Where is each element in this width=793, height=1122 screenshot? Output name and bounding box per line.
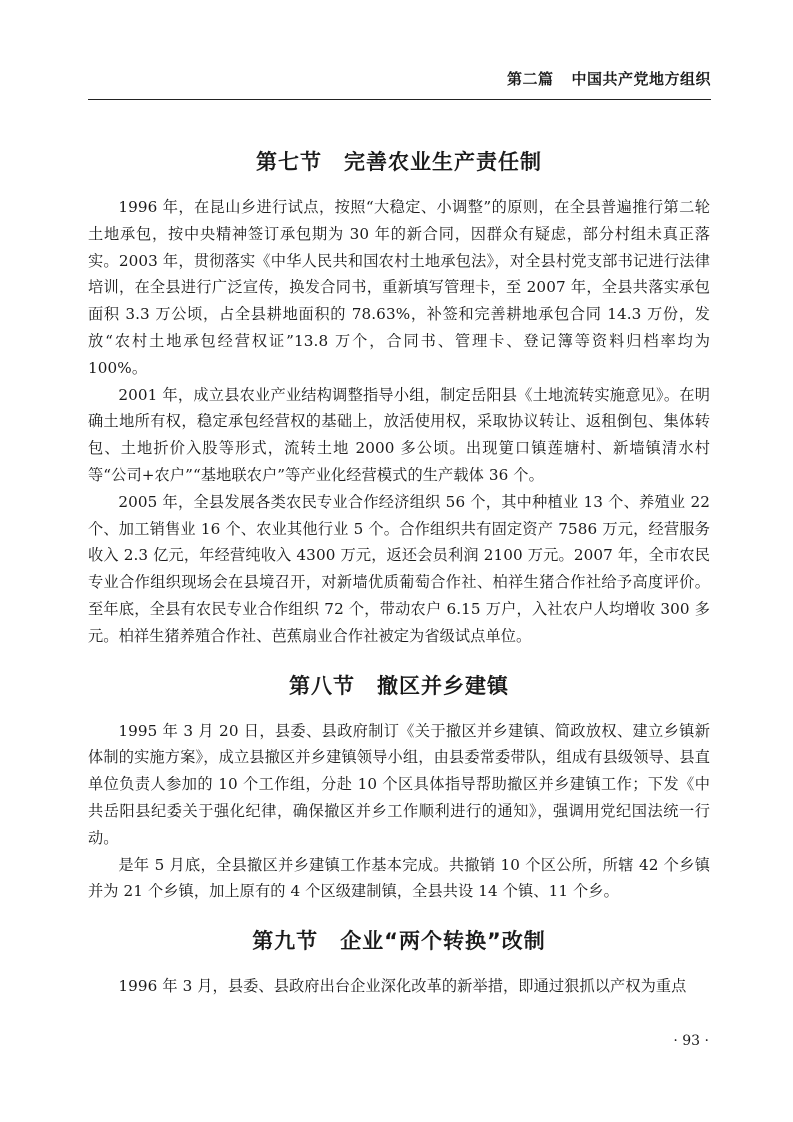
section-9-number: 第九节 xyxy=(252,929,319,954)
section-8-heading xyxy=(88,670,710,700)
running-header xyxy=(507,68,711,89)
header-rule xyxy=(88,99,711,100)
section-7-number: 第七节 xyxy=(256,150,322,174)
section-8-number: 第八节 xyxy=(289,673,355,698)
section-7-title: 完善农业生产责任制 xyxy=(344,150,542,174)
section-9-paragraph-1: 1996 年 3 月，县委、县政府出台企业深化改革的新举措，即通过狠抓以产权为重点 xyxy=(118,977,687,996)
section-7-paragraph-1: 1996 年，在昆山乡进行试点，按照“大稳定、小调整”的原则，在全县普遍推行第二轮土地承包，按中央精神签订承包期为 30 年的新合同，因群众有疑虑，部分村组未真正落实。2003 年，贯彻落实《中华人民共和国农村土地承包法》，对全县村党支部书记进行法律培训，在全县进行广泛宣传，换发合同书，重新填写管理卡，至 2007 年，全县共落实承包面积 3.3 万公顷，占全县耕地面积的 78.63%，补签和完善耕地承包合同 14.3 万份，发放“农村土地承包经营权证”13.8 万个，合同书、管理卡、登记簿等资料归档率均为 100%。 xyxy=(88,198,710,377)
section-8-paragraph-1: 1995 年 3 月 20 日，县委、县政府制订《关于撤区并乡建镇、简政放权、建立乡镇新体制的实施方案》，成立县撤区并乡建镇领导小组，由县委常委带队，组成有县级领导、县直单位负责人参加的 10 个工作组，分赴 10 个区具体指导帮助撤区并乡建镇工作；下发《中共岳阳县纪委关于强化纪律，确保撤区并乡工作顺利进行的通知》，强调用党纪国法统一行动。 xyxy=(88,721,710,847)
running-header-part: 第二篇 xyxy=(506,70,554,88)
section-7-paragraph-3: 2005 年，全县发展各类农民专业合作经济组织 56 个，其中种植业 13 个、养殖业 22 个、加工销售业 16 个、农业其他行业 5 个。合作组织共有固定资产 7586 万元，经营服务收入 2.3 亿元，年经营纯收入 4300 万元，返还会员利润 2100 万元。2007 年，全市农民专业合作组织现场会在县境召开，对新墙优质葡萄合作社、柏祥生猪合作社给予高度评价。至年底，全县有农民专业合作组织 72 个，带动农户 6.15 万户，入社农户人均增收 300 多元。柏祥生猪养殖合作社、芭蕉扇业合作社被定为省级试点单位。 xyxy=(88,492,710,645)
page-number: · 93 · xyxy=(673,1033,709,1049)
section-9-title: 企业“两个转换”改制 xyxy=(340,929,546,954)
running-header-title: 中国共产党地方组织 xyxy=(571,70,711,88)
section-8-title: 撤区并乡建镇 xyxy=(377,673,509,698)
section-9-heading xyxy=(88,925,710,955)
section-7-paragraph-2: 2001 年，成立县农业产业结构调整指导小组，制定岳阳县《土地流转实施意见》。在明确土地所有权，稳定承包经营权的基础上，放活使用权，采取协议转让、返租倒包、集体转包、土地折价入股等形式，流转土地 2000 多公顷。出现筻口镇莲塘村、新墙镇清水村等“公司+农户”“基地联农户”等产业化经营模式的生产载体 36 个。 xyxy=(88,385,710,484)
section-7-heading xyxy=(88,146,710,176)
page-body xyxy=(88,132,710,1000)
section-8-paragraph-2: 是年 5 月底，全县撤区并乡建镇工作基本完成。共撤销 10 个区公所，所辖 42 个乡镇并为 21 个乡镇，加上原有的 4 个区级建制镇，全县共设 14 个镇、11 个乡。 xyxy=(88,855,710,901)
